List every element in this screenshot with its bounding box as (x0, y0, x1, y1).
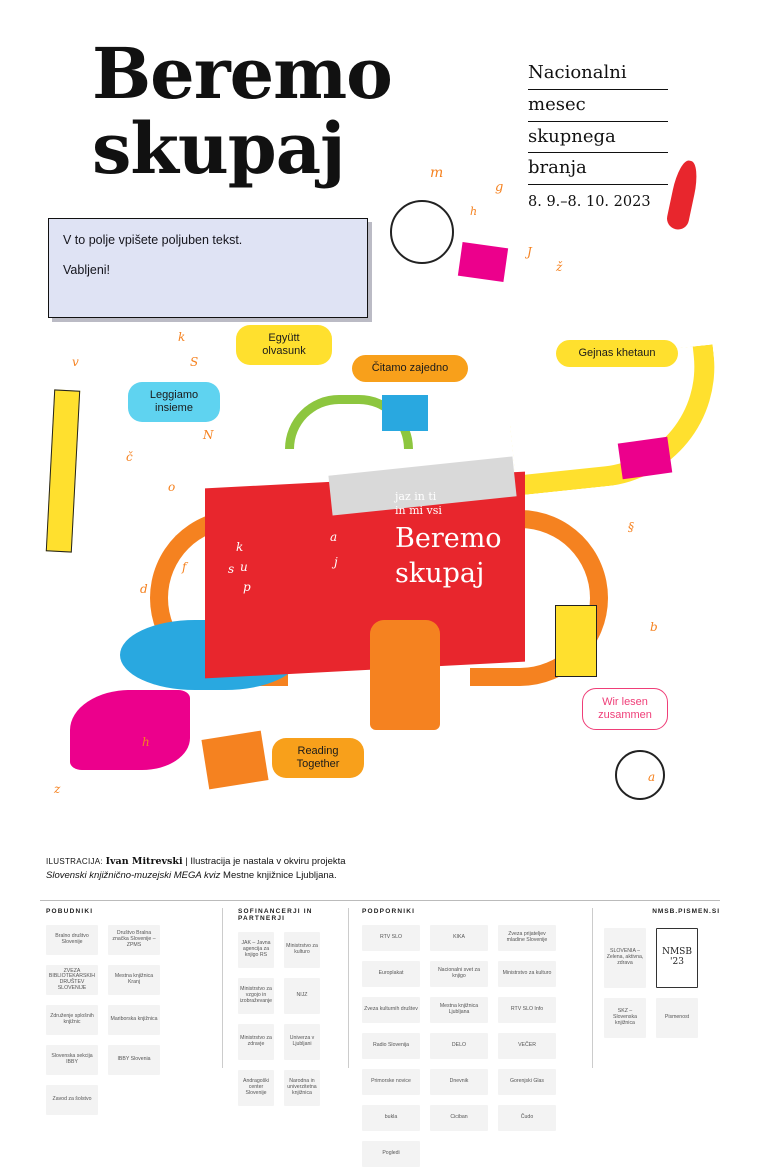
yellow-book-spine (46, 389, 80, 552)
logo-item: SKZ – Slovenska knjižnica (604, 998, 646, 1038)
credit-label: ILUSTRACIJA: (46, 857, 103, 866)
orange-reader-figure (370, 620, 440, 730)
logo-item: VEČER (498, 1033, 556, 1059)
logo-item: Mestna knjižnica Ljubljana (430, 997, 488, 1023)
letter-n: N (203, 428, 214, 442)
footer-column-title: SOFINANCERJI IN PARTNERJI (238, 908, 313, 922)
footer-column-title: PODPORNIKI (362, 908, 416, 915)
letter-g: g (495, 180, 504, 195)
credit-text-before: Ilustracija je nastala v okviru projekta (190, 856, 346, 867)
spine-letter-u: u (240, 560, 248, 574)
subtitle-line-4: branja (528, 153, 668, 185)
book-text-big-1: Beremo (395, 522, 502, 554)
book-cover-text (395, 490, 535, 588)
letter-k: k (178, 330, 186, 344)
pink-reader-shape (70, 690, 190, 770)
logo-item: Čudo (498, 1105, 556, 1131)
letter-z2: z (54, 782, 61, 796)
logo-item: Primorske novice (362, 1069, 420, 1095)
spine-letter-k: k (236, 540, 244, 554)
orange-book-icon (201, 731, 268, 790)
logo-item: Mestna knjižnica Kranj (108, 965, 160, 995)
spine-letter-p: p (243, 580, 251, 594)
bubble-croatian: Čitamo zajedno (352, 355, 468, 382)
blue-book-icon (382, 395, 428, 431)
letter-d: d (140, 582, 148, 596)
book-text-line-2: in mi vsi (395, 503, 442, 517)
bubble-hungarian: Együtt olvasunk (236, 325, 332, 365)
letter-f: f (182, 560, 187, 574)
logo-item: KIKA (430, 925, 488, 951)
credit-author: Ivan Mitrevski (105, 856, 183, 867)
footer-column-title: POBUDNIKI (46, 908, 94, 915)
logo-item: IBBY Slovenia (108, 1045, 160, 1075)
letter-o: o (168, 480, 176, 494)
magenta-book-icon (458, 242, 508, 282)
letter-h: h (470, 205, 478, 218)
footer-column-podporniki (362, 908, 582, 1167)
yellow-book-icon (555, 605, 597, 677)
custom-text-line-2: Vabljeni! (63, 263, 111, 277)
illustration-credit (46, 855, 546, 883)
logo-item: Dnevnik (430, 1069, 488, 1095)
credit-text-after: Mestne knjižnice Ljubljana. (223, 869, 337, 881)
yellow-swoosh-shape (504, 344, 726, 495)
letter-v: v (72, 355, 79, 369)
logo-item: Združenje splošnih knjižnic (46, 1005, 98, 1035)
subtitle-line-2: mesec (528, 90, 668, 122)
spine-letter-a: a (330, 530, 338, 544)
logo-item: Ministrstvo za kulturo (284, 932, 320, 968)
letter-z: ž (556, 260, 563, 274)
illustration (0, 150, 760, 850)
logo-item: Ministrstvo za kulturo (498, 961, 556, 987)
logo-item: RTV SLO Info (498, 997, 556, 1023)
footer-column-pobudniki (46, 908, 214, 1115)
bubble-english: Reading Together (272, 738, 364, 778)
rocket-icon (665, 158, 701, 231)
logo-item: Europlakat (362, 961, 420, 987)
magenta-book-icon-2 (618, 437, 673, 480)
letter-s: S (190, 355, 199, 369)
book-text-line-1: jaz in ti (395, 490, 437, 503)
subtitle-line-1: Nacionalni (528, 58, 668, 90)
logo-item: Ministrstvo za vzgojo in izobraževanje (238, 978, 274, 1014)
logo-item: Zveza kulturnih društev (362, 997, 420, 1023)
logo-item: Zavod za šolstvo (46, 1085, 98, 1115)
credit-separator: | (185, 856, 188, 867)
letter-h2: h (142, 735, 150, 749)
logo-item: Zveza prijateljev mladine Slovenije (498, 925, 556, 951)
letter-a: a (648, 770, 656, 784)
footer-logo-grid (362, 925, 582, 1167)
logo-item: Nacionalni svet za knjigo (430, 961, 488, 987)
logo-item: Bralno društvo Slovenije (46, 925, 98, 955)
logo-item: ZVEZA BIBLIOTEKARSKIH DRUŠTEV SLOVENIJE (46, 965, 98, 995)
logo-item: RTV SLO (362, 925, 420, 951)
logo-item: SLOVENIA – Zelena, aktivna, zdrava (604, 928, 646, 988)
logo-item: Pogledi (362, 1141, 420, 1167)
logo-item: NIJZ (284, 978, 320, 1014)
footer-column-partners (604, 928, 714, 1038)
logo-item: bukla (362, 1105, 420, 1131)
bubble-italian: Leggiamo insieme (128, 382, 220, 422)
logo-item: Univerza v Ljubljani (284, 1024, 320, 1060)
footer-column-divider-3 (592, 908, 593, 1068)
logo-item: Radio Slovenija (362, 1033, 420, 1059)
letter-j: J (527, 245, 532, 259)
bubble-german: Wir lesen zusammen (582, 688, 668, 730)
letter-c: č (126, 450, 133, 464)
custom-text-line-1: V to polje vpišete poljuben tekst. (63, 233, 243, 247)
spine-letter-s: s (228, 562, 235, 576)
bubble-romani: Gejnas khetaun (556, 340, 678, 367)
letter-s2: § (628, 520, 634, 534)
event-dates: 8. 9.–8. 10. 2023 (528, 194, 651, 211)
spine-letter-j: j (334, 555, 338, 569)
logo-item: Društvo Bralna značka Slovenije – ZPMS (108, 925, 160, 955)
footer-logo-grid (238, 932, 334, 1106)
telescope-icon (615, 750, 665, 800)
footer-logo-grid (46, 925, 214, 1115)
logo-item: Pismenost (656, 998, 698, 1038)
logo-item: JAK – Javna agencija za knjigo RS (238, 932, 274, 968)
nmsb-badge: NMSB '23 (656, 928, 698, 988)
astronaut-figure (390, 200, 454, 264)
credit-project: Slovenski knjižnično-muzejski MEGA kviz (46, 869, 221, 881)
footer-column-divider-1 (222, 908, 223, 1068)
logo-item: DELO (430, 1033, 488, 1059)
logo-item: Slovenska sekcija IBBY (46, 1045, 98, 1075)
footer-logo-grid (604, 928, 714, 1038)
letter-m: m (430, 165, 444, 181)
logo-item: Mariborska knjižnica (108, 1005, 160, 1035)
footer-column-divider-2 (348, 908, 349, 1068)
book-text-big-2: skupaj (395, 557, 485, 589)
logo-item: Ministrstvo za zdravje (238, 1024, 274, 1060)
footer-logos (0, 900, 760, 1157)
footer-divider (40, 900, 720, 901)
logo-item: Gorenjski Glas (498, 1069, 556, 1095)
footer-column-sofinancerji (238, 908, 334, 1106)
logo-item: Ciciban (430, 1105, 488, 1131)
footer-url[interactable]: NMSB.PISMEN.SI (652, 908, 720, 915)
title-line-1: Beremo (92, 32, 392, 115)
letter-b: b (650, 620, 658, 634)
subtitle-line-3: skupnega (528, 122, 668, 154)
title-line-2: skupaj (92, 106, 345, 190)
logo-item: Narodna in univerzitetna knjižnica (284, 1070, 320, 1106)
logo-item: Andragoški center Slovenije (238, 1070, 274, 1106)
